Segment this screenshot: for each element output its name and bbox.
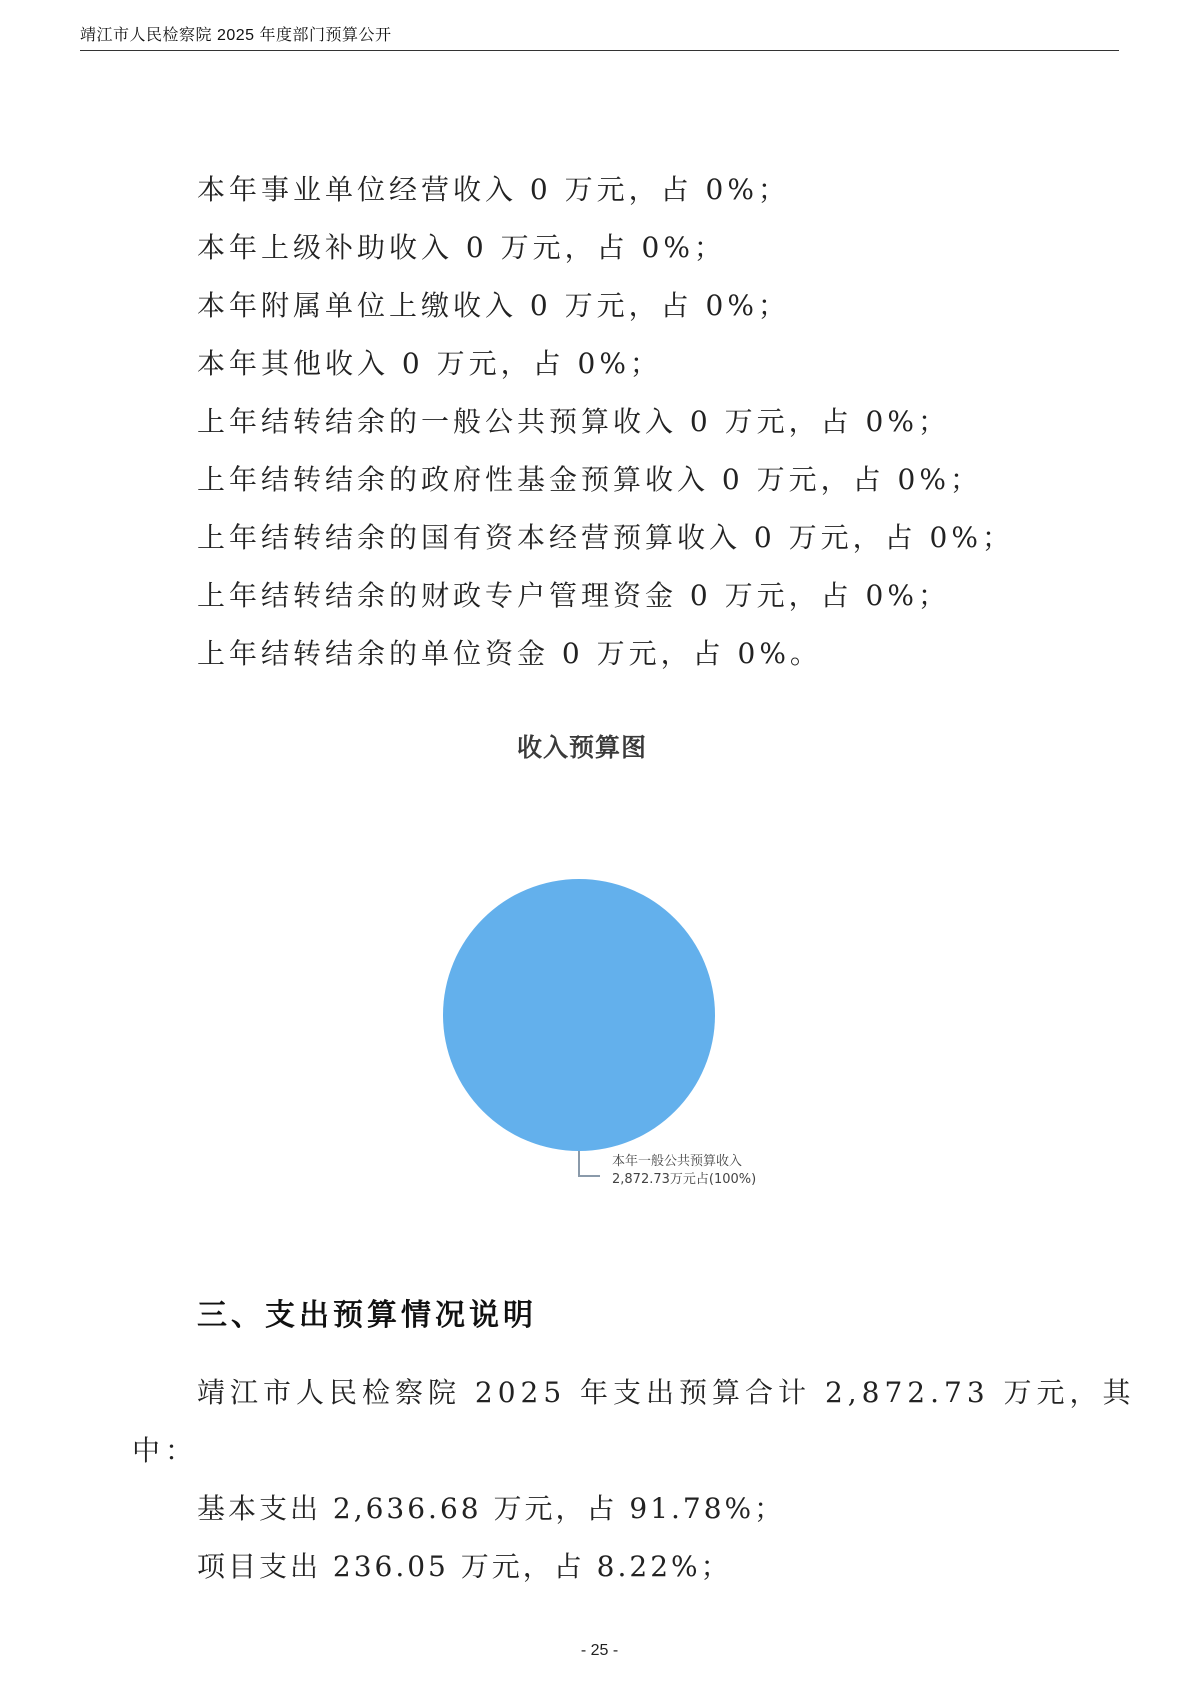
expense-intro-continuation: 中： <box>132 1434 199 1467</box>
income-line: 上年结转结余的政府性基金预算收入 0 万元，占 0%； <box>197 463 982 496</box>
expense-item: 基本支出 2,636.68 万元，占 91.78%； <box>197 1492 786 1525</box>
income-line: 上年结转结余的单位资金 0 万元，占 0%。 <box>197 637 822 670</box>
chart-title: 收入预算图 <box>516 733 647 762</box>
pie-slice <box>443 879 715 1151</box>
page-number: - 25 - <box>580 1642 619 1659</box>
income-line: 上年结转结余的一般公共预算收入 0 万元，占 0%； <box>197 405 950 438</box>
income-line: 本年上级补助收入 0 万元，占 0%； <box>197 231 726 264</box>
income-line: 本年其他收入 0 万元，占 0%； <box>197 347 662 380</box>
income-line: 本年事业单位经营收入 0 万元，占 0%； <box>197 173 790 206</box>
page-header: 靖江市人民检察院 2025 年度部门预算公开 <box>80 27 392 44</box>
income-line: 上年结转结余的财政专户管理资金 0 万元，占 0%； <box>197 579 950 612</box>
pie-slices <box>443 879 715 1151</box>
section-heading: 三、支出预算情况说明 <box>197 1298 537 1333</box>
pie-label-leader-line <box>579 1151 600 1176</box>
expense-item: 项目支出 236.05 万元，占 8.22%； <box>197 1550 732 1583</box>
income-line: 本年附属单位上缴收入 0 万元，占 0%； <box>197 289 790 322</box>
pie-slice-label-value: 2,872.73万元占(100%) <box>612 1172 757 1187</box>
pie-slice-label-name: 本年一般公共预算收入 <box>612 1154 743 1169</box>
income-line: 上年结转结余的国有资本经营预算收入 0 万元，占 0%； <box>197 521 1014 554</box>
expense-intro-line: 靖江市人民检察院 2025 年支出预算合计 2,872.73 万元，其 <box>197 1376 1136 1409</box>
